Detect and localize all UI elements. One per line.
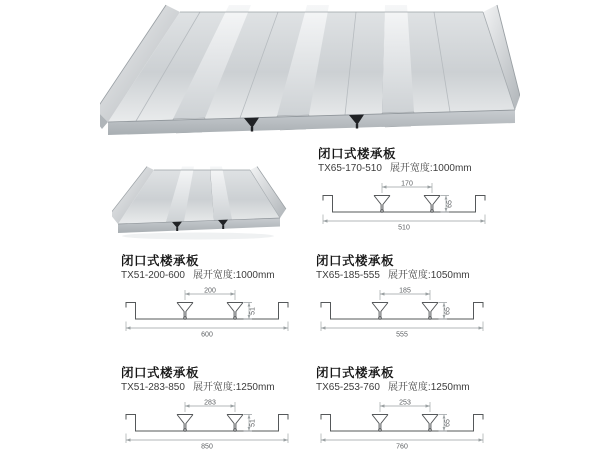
product-spec-block [318,147,500,231]
dim-bottom-label: 600 [201,331,213,338]
unfolded-width: 展开宽度:1250mm [192,382,275,393]
product-model: TX65-253-760 [316,382,380,393]
bottom-dimension [126,434,288,444]
product-spec-line [316,382,498,394]
product-title: 闭口式楼承板 [316,254,395,268]
bottom-dimension [323,215,485,225]
product-model: TX65-185-555 [316,270,380,281]
deck-panel-3d-large [100,2,520,148]
product-spec-block [121,254,303,338]
bottom-dimension [321,322,483,332]
product-spec-line [316,270,498,282]
product-spec-block [316,366,498,450]
dim-bottom-label: 510 [398,224,410,231]
unfolded-width: 展开宽度:1050mm [387,270,470,281]
product-model: TX51-283-850 [121,382,185,393]
dim-top-label: 200 [204,287,216,295]
profile-outline [321,415,483,432]
cross-section-drawing [318,179,490,231]
dim-top-label: 283 [204,399,216,407]
dim-height-label: 65 [444,307,452,315]
product-title: 闭口式楼承板 [121,366,200,380]
product-spec-block [121,366,303,450]
profile-outline [126,415,288,432]
profile-outline [126,303,288,320]
cross-section-drawing [316,286,488,338]
unfolded-width: 展开宽度:1250mm [387,382,470,393]
unfolded-width: 展开宽度:1000mm [389,163,472,174]
dim-height-label: 51 [249,419,257,427]
product-spec-line [121,270,303,282]
panel-shadow [122,233,274,240]
product-spec-block [316,254,498,338]
dim-bottom-label: 555 [396,331,408,338]
product-title: 闭口式楼承板 [318,147,397,161]
product-title: 闭口式楼承板 [121,254,200,268]
product-spec-line [121,382,303,394]
dim-top-label: 170 [401,180,413,188]
profile-outline [323,196,485,213]
cross-section-drawing [121,286,293,338]
product-title: 闭口式楼承板 [316,366,395,380]
dim-top-label: 185 [399,287,411,295]
dim-top-label: 253 [399,399,411,407]
unfolded-width: 展开宽度:1000mm [192,270,275,281]
product-model: TX65-170-510 [318,163,382,174]
product-spec-line [318,163,500,175]
cross-section-drawing [121,398,293,450]
dim-bottom-label: 760 [396,443,408,450]
dim-bottom-label: 850 [201,443,213,450]
cross-section-drawing [316,398,488,450]
product-model: TX51-200-600 [121,270,185,281]
dim-height-label: 51 [249,307,257,315]
dim-height-label: 65 [444,419,452,427]
bottom-dimension [126,322,288,332]
profile-outline [321,303,483,320]
bottom-dimension [321,434,483,444]
dim-height-label: 65 [446,200,454,208]
deck-panel-3d-small [112,152,287,252]
